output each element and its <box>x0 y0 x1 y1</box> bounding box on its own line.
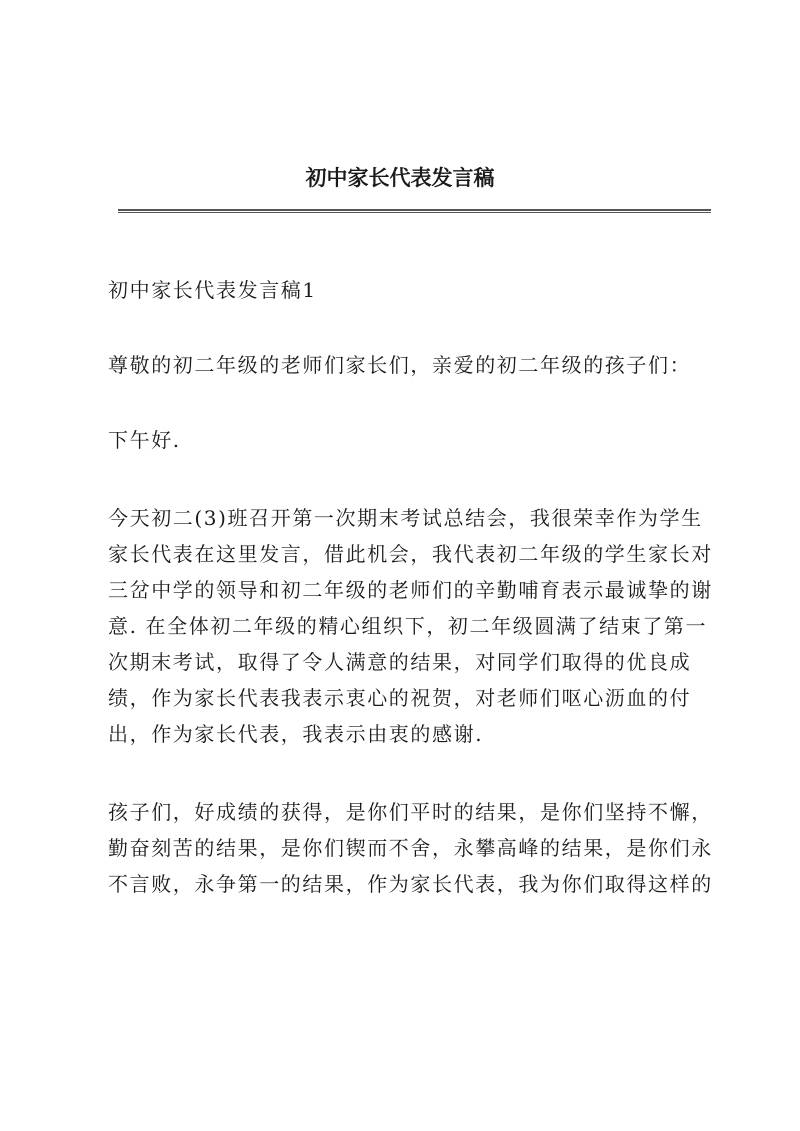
paragraph-line: 绩，作为家长代表我表示衷心的祝贺，对老师们呕心沥血的付 <box>108 686 692 710</box>
paragraph-line: 今天初二(3)班召开第一次期末考试总结会，我很荣幸作为学生 <box>108 506 703 530</box>
paragraph-line: 出，作为家长代表，我表示由衷的感谢. <box>108 722 484 746</box>
paragraph-1 <box>108 500 712 752</box>
paragraph-line: 勤奋刻苦的结果，是你们锲而不舍，永攀高峰的结果，是你们永 <box>108 836 713 860</box>
title-underline <box>118 209 711 213</box>
greeting: 下午好. <box>108 428 181 452</box>
paragraph-line: 不言败，永争第一的结果，作为家长代表，我为你们取得这样的 <box>108 872 713 896</box>
paragraph-line: 三岔中学的领导和初二年级的老师们的辛勤哺育表示最诚挚的谢 <box>108 578 713 602</box>
paragraph-line: 孩子们，好成绩的获得，是你们平时的结果，是你们坚持不懈， <box>108 800 713 824</box>
salutation: 尊敬的初二年级的老师们家长们，亲爱的初二年级的孩子们： <box>108 353 692 377</box>
paragraph-line: 意. 在全体初二年级的精心组织下，初二年级圆满了结束了第一 <box>108 614 708 638</box>
paragraph-2 <box>108 794 712 902</box>
document-body <box>108 272 712 944</box>
section-heading: 初中家长代表发言稿1 <box>108 278 317 302</box>
document-title: 初中家长代表发言稿 <box>305 165 495 190</box>
paragraph-line: 次期末考试，取得了令人满意的结果，对同学们取得的优良成 <box>108 650 692 674</box>
paragraph-line: 家长代表在这里发言，借此机会，我代表初二年级的学生家长对 <box>108 542 713 566</box>
